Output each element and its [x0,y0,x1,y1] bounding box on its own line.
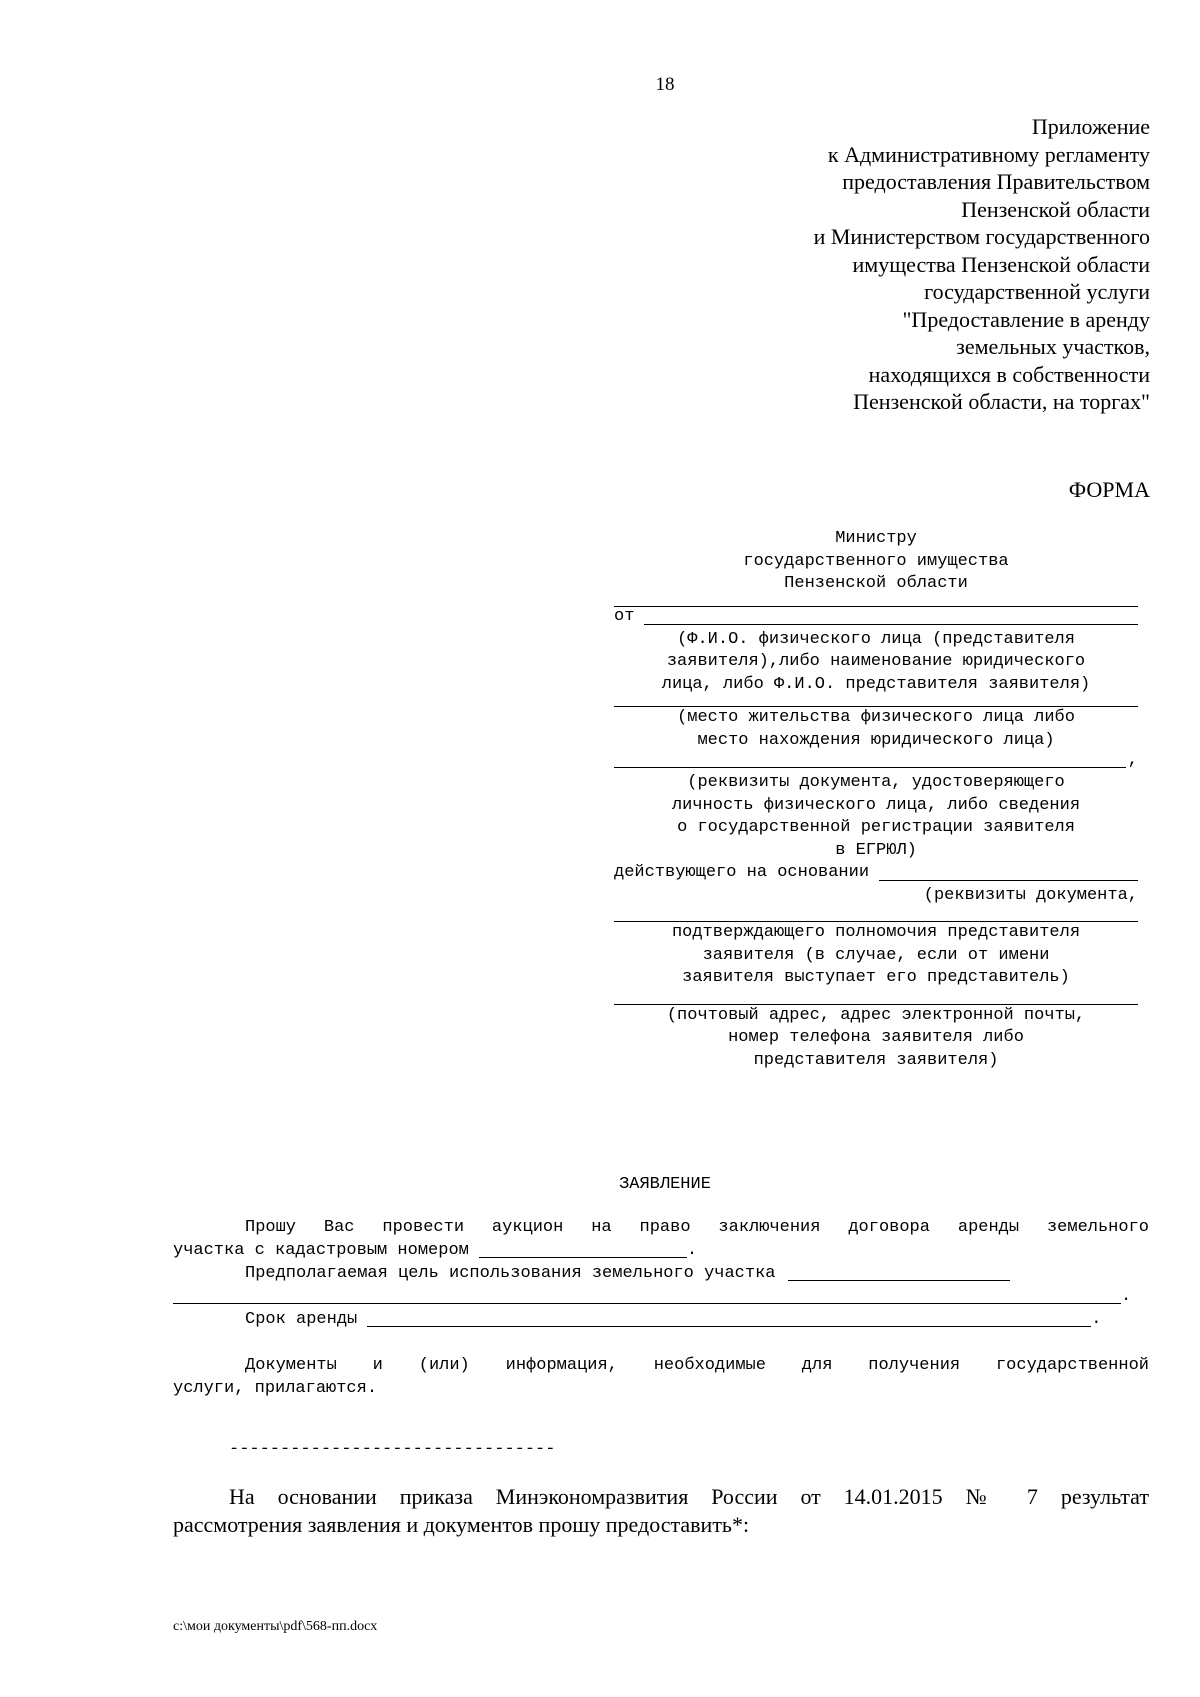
residence-hint: место нахождения юридического лица) [697,730,1055,750]
residence-hint: (место жительства физического лица либо [677,708,1075,727]
authority-hint: подтверждающего полномочия представителя [671,923,1081,942]
purpose-continuation-row [173,1285,1149,1308]
purpose-field[interactable] [788,1280,1010,1281]
file-path: c:\мои документы\pdf\568-пп.docx [173,1619,378,1634]
acting-basis-row [614,862,1138,885]
term-row [173,1308,1149,1331]
request-line: Прошу Вас провести аукцион на право заключения договора аренды земельного [245,1218,1149,1237]
addressee-line: Пензенской области [784,574,968,593]
appendix-line: земельных участков, [956,334,1150,359]
cadastral-row [173,1239,1149,1262]
id-doc-row [614,752,1138,772]
id-doc-hint: в ЕГРЮЛ) [835,840,917,860]
statement-title: ЗАЯВЛЕНИЕ [619,1175,711,1194]
basis-paragraph [173,1483,1149,1538]
id-doc-hint: (реквизиты документа, удостоверяющего [687,773,1065,792]
documents-line: Документы и (или) информация, необходимые для получения государственной [245,1356,1149,1375]
contact-hint: номер телефона заявителя либо [728,1028,1024,1047]
footnote-separator: -------------------------------- [229,1440,556,1459]
id-document-field[interactable] [614,767,1126,768]
basis-line: На основании приказа Минэкономразвития России от 14.01.2015 № 7 результат [229,1484,1149,1509]
page-number: 18 [655,74,675,95]
id-doc-hint: о государственной регистрации заявителя [677,818,1075,837]
appendix-line: к Административному регламенту [827,141,1150,167]
appendix-line: и Министерством государственного [813,224,1150,249]
appendix-header [590,113,1150,416]
period: . [1121,1287,1132,1306]
documents-line: услуги, прилагаются. [173,1379,378,1398]
period: . [1091,1310,1102,1329]
appendix-line: Пензенской области, на торгах" [853,389,1150,414]
contact-hint: представителя заявителя) [753,1050,999,1070]
appendix-line: находящихся в собственности [868,361,1150,387]
basis-line: рассмотрения заявления и документов прошу предоставить*: [173,1511,750,1537]
authority-hint: заявителя выступает его представитель) [682,968,1070,987]
contact-hint: (почтовый адрес, адрес электронной почты, [666,1005,1086,1025]
purpose-label: Предполагаемая цель использования земельного участка [245,1264,776,1283]
from-label: от [614,607,635,626]
comma: , [1127,750,1138,770]
request-line: участка с кадастровым номером [173,1241,469,1260]
statement-body [173,1216,1149,1400]
lease-term-field[interactable] [367,1326,1091,1327]
form-label: ФОРМА [1068,477,1150,502]
applicant-hint: заявителя),либо наименование юридического [666,652,1086,671]
applicant-hint: лица, либо Ф.И.О. представителя заявителя) [661,674,1091,694]
appendix-line: имущества Пензенской области [852,251,1150,277]
purpose-row [173,1262,1149,1285]
appendix-line: Приложение [1031,114,1150,139]
applicant-name-field[interactable] [644,624,1138,625]
appendix-line: государственной услуги [924,279,1150,304]
acting-basis-field[interactable] [879,880,1138,881]
appendix-line: "Предоставление в аренду [902,306,1150,332]
purpose-field-continued[interactable] [173,1303,1121,1304]
from-row [614,607,1138,629]
addressee-block [614,528,1138,1072]
period: . [686,1241,698,1260]
id-doc-hint: личность физического лица, либо сведения [671,795,1081,815]
appendix-line: Пензенской области [961,196,1150,222]
authority-hint: заявителя (в случае, если от имени [702,945,1050,965]
appendix-line: предоставления Правительством [842,169,1150,194]
addressee-line: государственного имущества [743,551,1009,571]
addressee-line: Министру [835,529,917,548]
acting-basis-label: действующего на основании [614,863,870,882]
doc-details-hint: (реквизиты документа, [923,885,1138,905]
term-label: Срок аренды [245,1310,358,1329]
applicant-hint: (Ф.И.О. физического лица (представителя [677,629,1075,649]
cadastral-number-field[interactable] [479,1257,687,1258]
